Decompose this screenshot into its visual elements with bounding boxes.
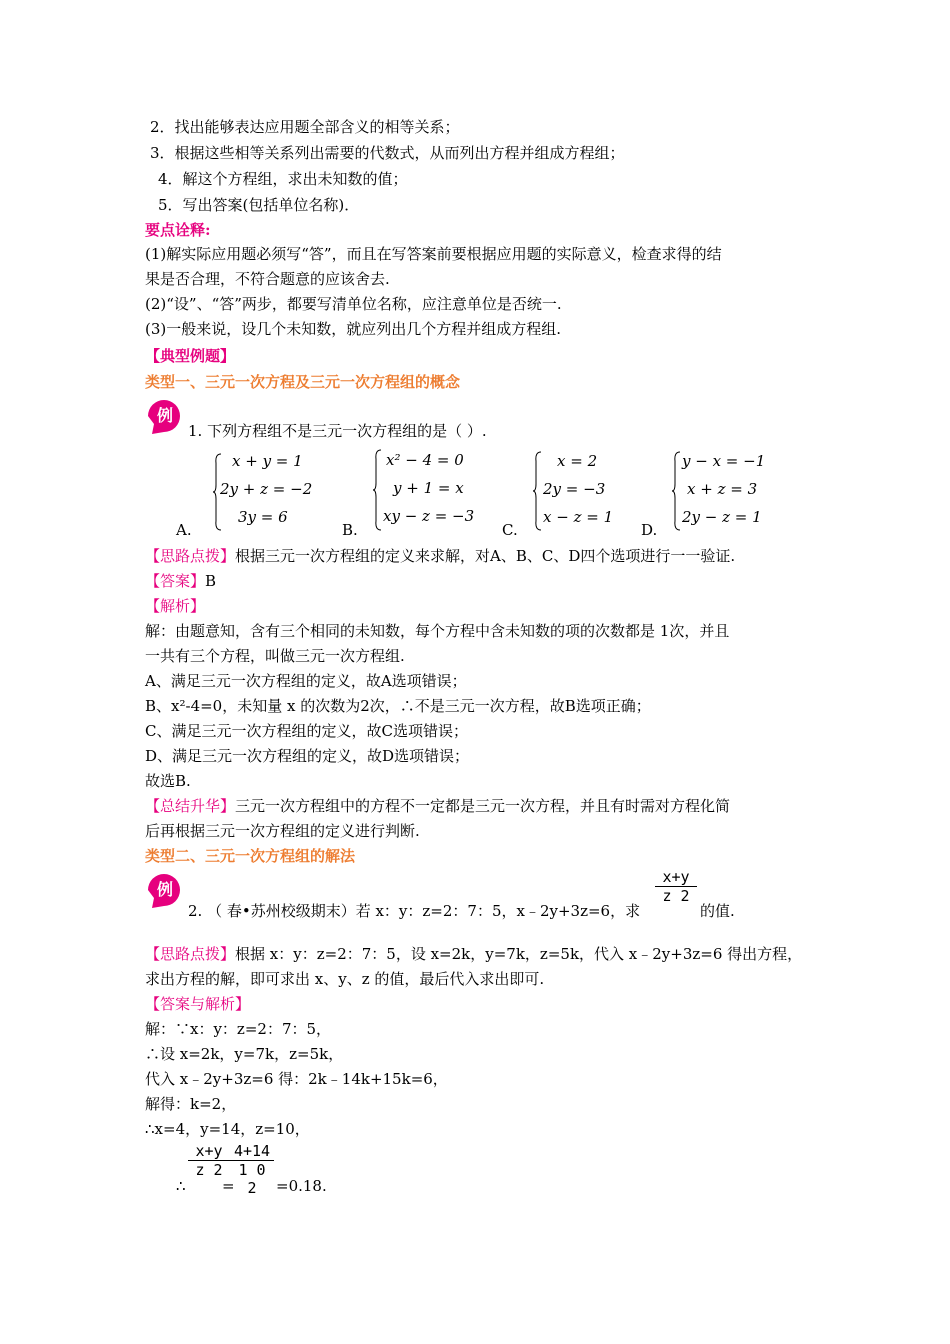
fraction-denominator: z 2: [662, 887, 690, 905]
answer-1-text: B: [205, 572, 217, 590]
step-3: 3．根据这些相等关系列出需要的代数式，从而列出方程并组成方程组；: [150, 144, 625, 162]
question-2-tail: 的值.: [700, 902, 735, 920]
option-c-eq3: x − z = 1: [543, 508, 614, 526]
option-b-label: B.: [342, 521, 358, 539]
key-point-2: (2)“设”、“答”两步，都要写清单位名称，应注意单位是否统一.: [145, 295, 562, 313]
hint-1-text: 根据三元一次方程组的定义来求解，对A、B、C、D四个选项进行一一验证.: [235, 547, 736, 565]
analysis-line: B、x²-4=0，未知量 x 的次数为2次，∴不是三元一次方程，故B选项正确；: [145, 697, 651, 715]
option-d-eq1: y − x = −1: [682, 452, 766, 470]
final-fraction-1: [188, 1142, 230, 1179]
summary-1-text: 三元一次方程组中的方程不一定都是三元一次方程，并且有时需对方程化简: [235, 797, 731, 815]
step-4: 4．解这个方程组，求出未知数的值；: [158, 170, 408, 188]
analysis-line: A、满足三元一次方程组的定义，故A选项错误；: [145, 672, 467, 690]
type1-heading: 类型一、三元一次方程及三元一次方程组的概念: [145, 373, 461, 391]
summary-1-tag: 【总结升华】: [145, 797, 236, 815]
option-a-label: A.: [176, 521, 192, 539]
option-b-eq1: x² − 4 = 0: [386, 451, 464, 469]
question-1: 1. 下列方程组不是三元一次方程组的是（ ）.: [188, 422, 487, 440]
key-point-3: (3)一般来说，设几个未知数，就应列出几个方程并组成方程组.: [145, 320, 562, 338]
badge-label: 例: [156, 880, 174, 899]
hint-1-tag: 【思路点拨】: [145, 547, 236, 565]
key-point-1-line1: (1)解实际应用题必须写“答”，而且在写答案前要根据应用题的实际意义，检查求得的结: [145, 245, 722, 263]
option-a-eq2: 2y + z = −2: [220, 480, 313, 498]
hint-2-line2: 求出方程的解，即可求出 x、y、z 的值，最后代入求出即可.: [145, 970, 545, 988]
hint-2-line1: [145, 944, 802, 964]
solution-line: ∴x=4，y=14，z=10，: [145, 1120, 310, 1138]
option-a-eq3: 3y = 6: [238, 508, 288, 526]
analysis-line: 解：由题意知，含有三个相同的未知数，每个方程中含未知数的项的次数都是 1次，并且: [145, 622, 730, 640]
final-fraction-2: [230, 1142, 274, 1197]
fraction-denominator: 1 0 2: [238, 1161, 266, 1197]
brace-icon: [671, 451, 681, 531]
fraction-numerator: x+y: [188, 1142, 230, 1161]
solution-line: 代入 x﹣2y+3z=6 得：2k﹣14k+15k=6，: [145, 1070, 448, 1088]
fraction-denominator: z 2: [195, 1161, 223, 1179]
option-c-label: C.: [502, 521, 518, 539]
solution-line: ∴设 x=2k，y=7k，z=5k，: [145, 1045, 344, 1063]
solution-line: 解：∵x：y：z=2：7：5，: [145, 1020, 332, 1038]
option-c-eq2: 2y = −3: [543, 480, 606, 498]
answer-1-tag: 【答案】: [145, 572, 206, 590]
answer-2-tag: 【答案与解析】: [145, 995, 251, 1013]
example-badge-icon: [144, 396, 184, 436]
type2-heading: 类型二、三元一次方程组的解法: [145, 847, 356, 865]
step-5: 5．写出答案(包括单位名称)．: [158, 196, 360, 214]
analysis-1-tag: 【解析】: [145, 597, 206, 615]
answer-1: [145, 571, 216, 591]
analysis-line: 故选B.: [145, 772, 191, 790]
hint-1: [145, 546, 735, 566]
fraction-numerator: x+y: [655, 868, 697, 887]
analysis-line: 一共有三个方程，叫做三元一次方程组.: [145, 647, 405, 665]
hint-2-text: 根据 x：y：z=2：7：5，设 x=2k，y=7k，z=5k，代入 x﹣2y+3z=6 得出方程，: [235, 945, 803, 963]
option-c-eq1: x = 2: [557, 452, 598, 470]
badge-label: 例: [156, 406, 174, 425]
brace-icon: [532, 451, 542, 531]
option-b-eq2: y + 1 = x: [393, 479, 464, 497]
key-points-title: 要点诠释:: [145, 221, 211, 239]
brace-icon: [372, 449, 382, 531]
step-2: 2．找出能够表达应用题全部含义的相等关系；: [150, 118, 460, 136]
summary-1-line2: 后再根据三元一次方程组的定义进行判断.: [145, 822, 420, 840]
examples-heading: 【典型例题】: [145, 347, 236, 365]
final-prefix: ∴: [176, 1177, 186, 1195]
hint-2-tag: 【思路点拨】: [145, 945, 236, 963]
question-2-fraction: [655, 868, 697, 905]
option-d-eq3: 2y − z = 1: [682, 508, 762, 526]
question-2: 2. （ 春•苏州校级期末）若 x：y：z=2：7：5，x﹣2y+3z=6，求: [188, 902, 641, 920]
option-a-eq1: x + y = 1: [232, 452, 303, 470]
option-d-eq2: x + z = 3: [687, 480, 758, 498]
solution-line: 解得：k=2，: [145, 1095, 237, 1113]
option-d-label: D.: [641, 521, 658, 539]
option-b-eq3: xy − z = −3: [383, 507, 475, 525]
final-equals: =: [222, 1177, 235, 1195]
summary-1-line1: [145, 796, 730, 816]
final-result: =0.18.: [276, 1177, 327, 1195]
analysis-line: C、满足三元一次方程组的定义，故C选项错误；: [145, 722, 468, 740]
fraction-numerator: 4+14: [230, 1142, 274, 1161]
example-badge-icon: [144, 870, 184, 910]
analysis-line: D、满足三元一次方程组的定义，故D选项错误；: [145, 747, 470, 765]
key-point-1-line2: 果是否合理，不符合题意的应该舍去.: [145, 270, 390, 288]
